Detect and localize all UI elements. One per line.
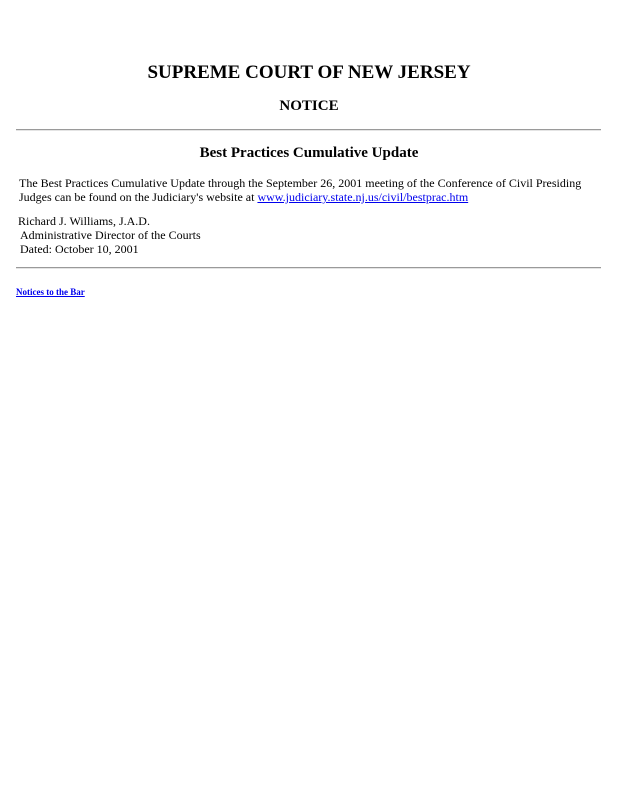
top-divider	[16, 129, 601, 131]
notice-heading: NOTICE	[279, 98, 339, 114]
notice-body-text: The Best Practices Cumulative Update through the September 26, 2001 meeting of the Conference of Civil Presiding Judges can be found on the Judiciary's website at	[19, 176, 582, 204]
court-title: SUPREME COURT OF NEW JERSEY	[147, 62, 471, 83]
signatory-title: Administrative Director of the Courts	[20, 228, 201, 242]
notice-body	[19, 176, 609, 204]
update-title: Best Practices Cumulative Update	[199, 145, 419, 161]
signatory-name: Richard J. Williams, J.A.D.	[18, 214, 150, 228]
best-practices-link[interactable]: www.judiciary.state.nj.us/civil/bestprac.htm	[257, 190, 469, 204]
notices-to-the-bar-link[interactable]: Notices to the Bar	[16, 287, 85, 297]
dated-line: Dated: October 10, 2001	[20, 242, 139, 256]
bottom-divider	[16, 267, 601, 269]
